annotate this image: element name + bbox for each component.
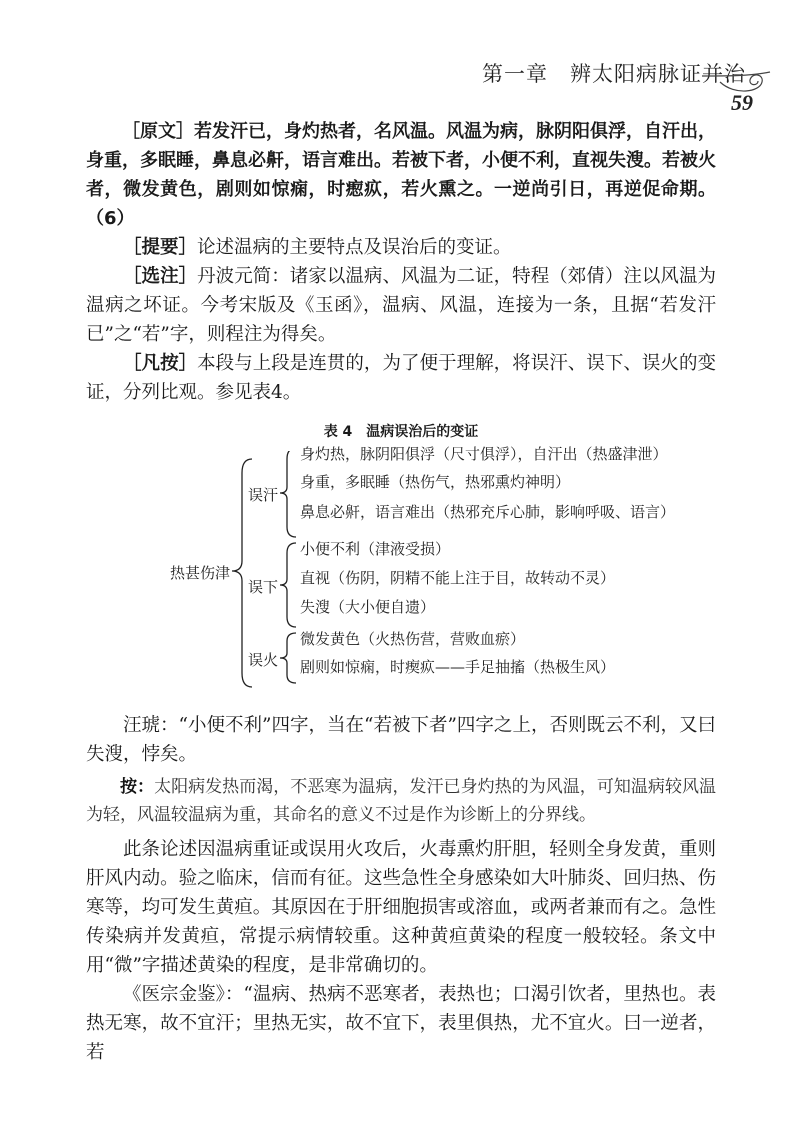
page-content [86, 117, 716, 1067]
item-sweat-2: 身重，多眠睡（热伤气，热邪熏灼神明） [300, 473, 571, 491]
item-sweat-1: 身灼热，脉阴阳俱浮（尺寸俱浮），自汗出（热盛津泄） [300, 445, 668, 463]
group-label-sweat: 误汗 [248, 486, 279, 504]
original-label: ［原文］ [122, 121, 194, 142]
remark [86, 349, 716, 407]
paragraph-clinical: 此条论述因温病重证或误用火攻后，火毒熏灼肝胆，轻则全身发黄，重则肝风内动。验之临床，信而有征。这些急性全身感染如大叶肺炎、回归热、伤寒等，均可发生黄疸。其原因在于肝细胞损害或溶血，或两者兼而有之。急性传染病并发黄疸，常提示病情较重。这种黄疸黄染的程度一般较轻。条文中用“微”字描述黄染的程度，是非常确切的。 [86, 839, 716, 976]
summary [86, 233, 716, 262]
notes [86, 262, 716, 349]
item-sweat-3: 鼻息必鼾，语言难出（热邪充斥心肺，影响呼吸、语言） [300, 503, 676, 521]
item-fire-1: 微发黄色（火热伤营，营败血瘀） [300, 630, 526, 648]
original-body: 若发汗已，身灼热者，名风温。风温为病，脉阴阳俱浮，自汗出，身重，多眠睡，鼻息必鼾，语言难出。若被下者，小便不利，直视失溲。若被火者，微发黄色，剧则如惊痫，时瘛疭，若火熏之。一逆尚引日，再逆促命期。（6） [86, 121, 716, 229]
bracket-diagram [0, 445, 800, 709]
remark-label: ［凡按］ [123, 353, 198, 374]
an-text: 太阳病发热而渴，不恶寒为温病，发汗已身灼热的为风温，可知温病较风温为轻，风温较温病为重，其命名的意义不过是作为诊断上的分界线。 [86, 777, 717, 825]
group-label-purge: 误下 [248, 578, 279, 596]
summary-label: ［提要］ [123, 237, 198, 258]
group-label-fire: 误火 [248, 651, 279, 669]
item-fire-2: 剧则如惊痫，时瘈疭——手足抽搐（热极生风） [300, 658, 616, 676]
item-purge-1: 小便不利（津液受损） [300, 540, 451, 558]
remark-text: 本段与上段是连贯的，为了便于理解，将误汗、误下、误火的变证，分列比观。参见表4。 [86, 353, 716, 403]
an-note [86, 773, 716, 829]
page-number: 59 [731, 90, 753, 115]
paragraph-jinjian: 《医宗金鉴》：“温病、热病不恶寒者，表热也；口渴引饮者，里热也。表热无寒，故不宜汗；里热无实，故不宜下，表里俱热，尤不宜火。曰一逆者，若 [86, 984, 716, 1063]
notes-text: 丹波元简：诸家以温病、风温为二证，特程（郊倩）注以风温为温病之坏证。今考宋版及《玉函》，温病、风温，连接为一条，且据“若发汗已”之“若”字，则程注为得矣。 [86, 266, 716, 345]
an-label: 按： [120, 777, 155, 797]
wang-quote: 汪琥：“小便不利”四字，当在“若被下者”四字之上，否则既云不利，又曰失溲，悖矣。 [86, 715, 716, 765]
item-purge-3: 失溲（大小便自遗） [300, 598, 436, 616]
chapter-title: 第一章 辨太阳病脉证并治 [482, 62, 746, 86]
table-caption: 表 4 温病误治后的变证 [323, 424, 479, 440]
item-purge-2: 直视（伤阴，阴精不能上注于目，故转动不灵） [300, 569, 616, 587]
summary-text: 论述温病的主要特点及误治后的变证。 [197, 237, 512, 258]
notes-label: ［选注］ [123, 266, 198, 287]
original-text [86, 117, 716, 233]
root-label: 热甚伤津 [170, 564, 231, 582]
